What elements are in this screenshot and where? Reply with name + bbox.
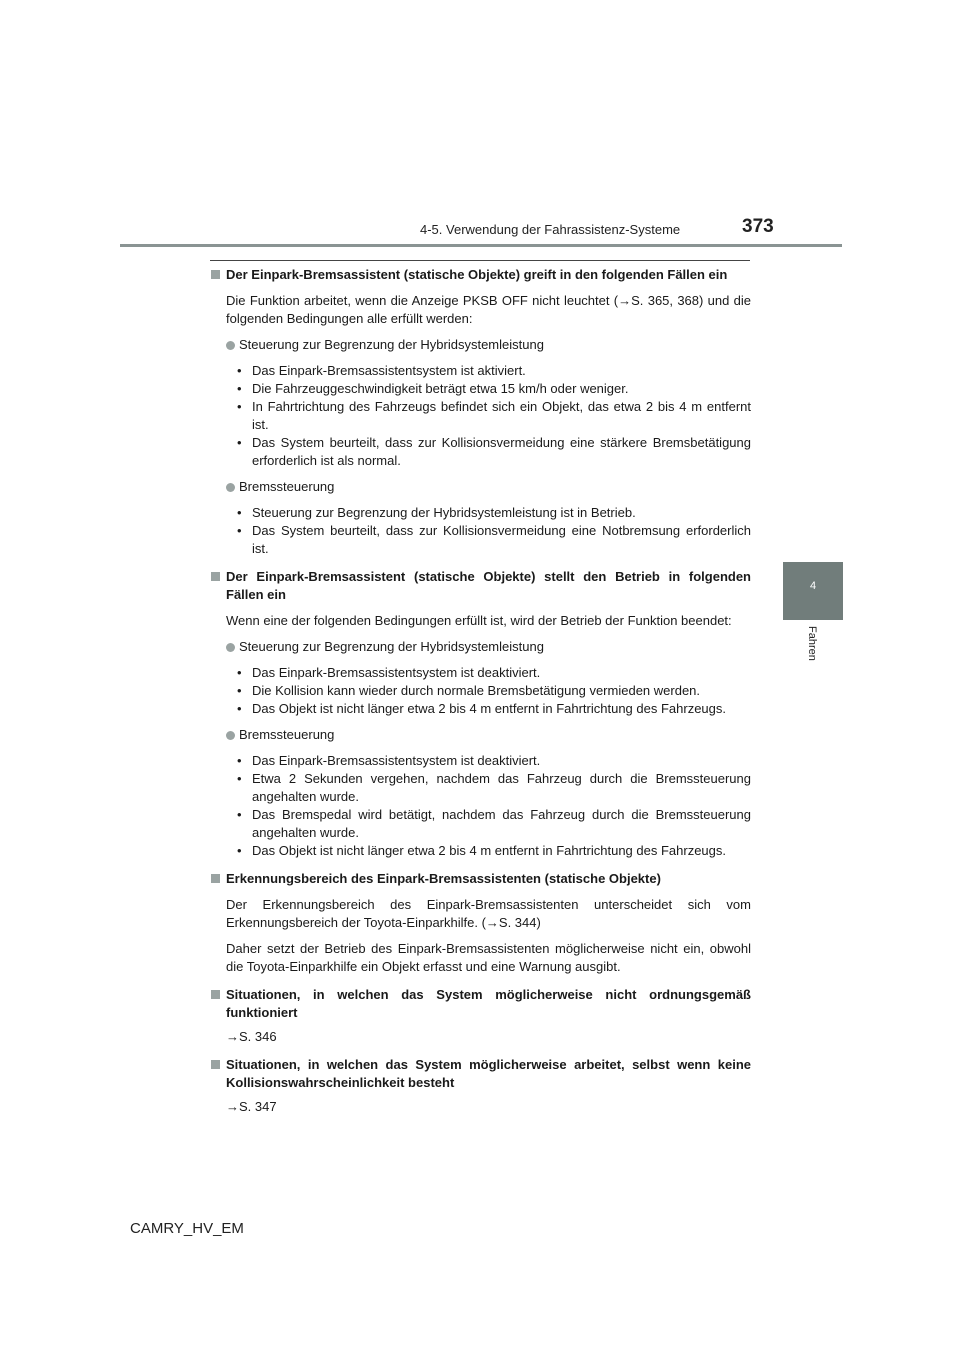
section-heading (210, 986, 751, 1022)
chapter-tab (783, 562, 843, 620)
section-heading (210, 266, 751, 284)
square-bullet-icon (211, 572, 220, 581)
content-top-rule (210, 260, 750, 261)
dot-marker-icon: • (237, 399, 242, 414)
list-item-text: Die Kollision kann wieder durch normale Bremsbetätigung vermieden werden. (252, 683, 701, 698)
page-reference: →S. 346 (226, 1029, 277, 1044)
square-bullet-icon (211, 990, 220, 999)
sub-list (210, 752, 751, 860)
sub-list (210, 362, 751, 470)
section-heading (210, 568, 751, 604)
section-heading-text: Situationen, in welchen das System möglicherweise arbeitet, selbst wenn keine Kollisionswahrscheinlichkeit besteht (226, 1057, 751, 1090)
square-bullet-icon (211, 1060, 220, 1069)
header-rule (120, 244, 842, 247)
list-item (210, 842, 751, 860)
page-number: 373 (742, 216, 774, 237)
bullet-group-label: Steuerung zur Begrenzung der Hybridsystemleistung (239, 639, 544, 654)
bullet-group (210, 638, 751, 656)
list-item (210, 700, 751, 718)
bullet-group-label: Bremssteuerung (239, 727, 335, 742)
list-item (210, 380, 751, 398)
section-heading-text: Der Einpark-Bremsassistent (statische Objekte) stellt den Betrieb in folgenden Fällen ein (226, 569, 751, 602)
list-item (210, 682, 751, 700)
chapter-label: Fahren (806, 626, 818, 661)
dot-marker-icon: • (237, 505, 242, 520)
round-bullet-icon (226, 643, 235, 652)
dot-marker-icon: • (237, 701, 242, 716)
list-item-text: Steuerung zur Begrenzung der Hybridsystemleistung ist in Betrieb. (252, 505, 636, 520)
list-item (210, 434, 751, 470)
list-item-text: Die Fahrzeuggeschwindigkeit beträgt etwa 15 km/h oder weniger. (252, 381, 629, 396)
square-bullet-icon (211, 270, 220, 279)
dot-marker-icon: • (237, 771, 242, 786)
list-item-text: Etwa 2 Sekunden vergehen, nachdem das Fahrzeug durch die Bremssteuerung angehalten wurde. (252, 771, 751, 804)
dot-marker-icon: • (237, 753, 242, 768)
list-item-text: Das Einpark-Bremsassistentsystem ist aktiviert. (252, 363, 526, 378)
section-heading (210, 870, 751, 888)
list-item-text: Das Einpark-Bremsassistentsystem ist deaktiviert. (252, 665, 541, 680)
round-bullet-icon (226, 731, 235, 740)
page-content (210, 266, 751, 1116)
section-heading-text: Erkennungsbereich des Einpark-Bremsassistenten (statische Objekte) (226, 871, 661, 886)
list-item-text: Das Bremspedal wird betätigt, nachdem das Fahrzeug durch die Bremssteuerung angehalten wurde. (252, 807, 751, 840)
list-item (210, 522, 751, 558)
list-item (210, 398, 751, 434)
dot-marker-icon: • (237, 843, 242, 858)
square-bullet-icon (211, 874, 220, 883)
dot-marker-icon: • (237, 807, 242, 822)
list-item-text: Das Objekt ist nicht länger etwa 2 bis 4 m entfernt in Fahrtrichtung des Fahrzeugs. (252, 843, 727, 858)
sub-list (210, 504, 751, 558)
list-item (210, 664, 751, 682)
header-section-title: 4-5. Verwendung der Fahrassistenz-Systeme (420, 222, 681, 237)
section-paragraph: Der Erkennungsbereich des Einpark-Bremsassistenten unterscheidet sich vom Erkennungsbereich der Toyota-Einparkhilfe. (→S. 344) (226, 897, 751, 930)
dot-marker-icon: • (237, 683, 242, 698)
bullet-group (210, 336, 751, 354)
list-item-text: In Fahrtrichtung des Fahrzeugs befindet sich ein Objekt, das etwa 2 bis 4 m entfernt ist. (252, 399, 751, 432)
list-item (210, 770, 751, 806)
section-intro: Die Funktion arbeitet, wenn die Anzeige PKSB OFF nicht leuchtet (→S. 365, 368) und die folgenden Bedingungen alle erfüllt werden: (226, 293, 751, 326)
list-item-text: Das Einpark-Bremsassistentsystem ist deaktiviert. (252, 753, 541, 768)
list-item (210, 504, 751, 522)
bullet-group-label: Bremssteuerung (239, 479, 335, 494)
round-bullet-icon (226, 341, 235, 350)
chapter-number: 4 (809, 580, 817, 592)
list-item-text: Das Objekt ist nicht länger etwa 2 bis 4 m entfernt in Fahrtrichtung des Fahrzeugs. (252, 701, 727, 716)
page-reference: →S. 347 (226, 1099, 277, 1114)
list-item-text: Das System beurteilt, dass zur Kollisionsvermeidung eine Notbremsung erforderlich ist. (252, 523, 751, 556)
section-heading (210, 1056, 751, 1092)
dot-marker-icon: • (237, 381, 242, 396)
round-bullet-icon (226, 483, 235, 492)
section-intro: Wenn eine der folgenden Bedingungen erfüllt ist, wird der Betrieb der Funktion beendet: (226, 613, 732, 628)
sub-list (210, 664, 751, 718)
dot-marker-icon: • (237, 665, 242, 680)
list-item (210, 362, 751, 380)
footer-model-code: CAMRY_HV_EM (130, 1220, 244, 1237)
bullet-group-label: Steuerung zur Begrenzung der Hybridsystemleistung (239, 337, 544, 352)
section-heading-text: Der Einpark-Bremsassistent (statische Objekte) greift in den folgenden Fällen ein (226, 267, 728, 282)
bullet-group (210, 726, 751, 744)
bullet-group (210, 478, 751, 496)
dot-marker-icon: • (237, 523, 242, 538)
section-paragraph: Daher setzt der Betrieb des Einpark-Bremsassistenten möglicherweise nicht ein, obwohl die Toyota-Einparkhilfe ein Objekt erfasst und eine Warnung ausgibt. (226, 941, 751, 974)
dot-marker-icon: • (237, 363, 242, 378)
list-item (210, 752, 751, 770)
list-item (210, 806, 751, 842)
dot-marker-icon: • (237, 435, 242, 450)
section-heading-text: Situationen, in welchen das System möglicherweise nicht ordnungsgemäß funktioniert (226, 987, 751, 1020)
list-item-text: Das System beurteilt, dass zur Kollisionsvermeidung eine stärkere Bremsbetätigung erforderlich ist als normal. (252, 435, 751, 468)
